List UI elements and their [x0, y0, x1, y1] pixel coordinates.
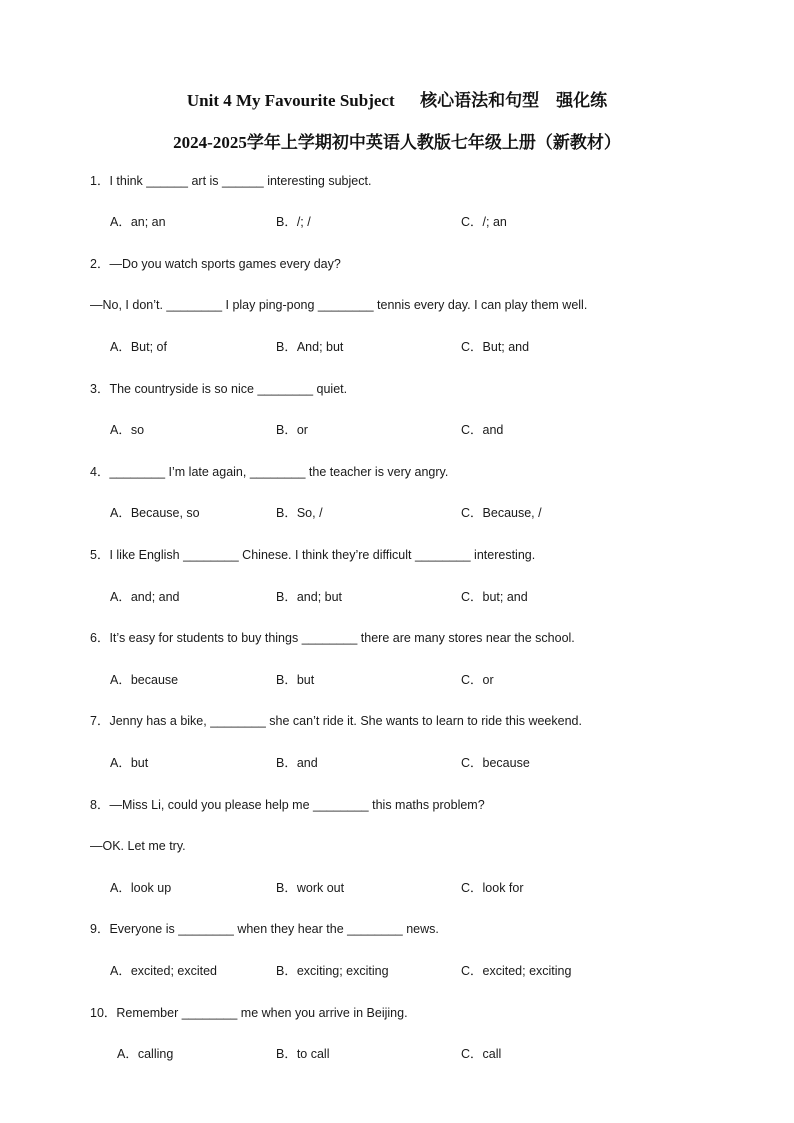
question-8-option-b: B．work out	[276, 881, 345, 895]
question-9-option-c: C．excited; exciting	[461, 964, 572, 978]
question-8-option-c: C．look for	[461, 881, 524, 895]
question-9-option-b: B．exciting; exciting	[276, 964, 389, 978]
question-10-option-c: C．call	[461, 1047, 502, 1061]
question-4-option-b: B．So, /	[276, 506, 323, 520]
question-1-option-b: B．/; /	[276, 215, 311, 229]
question-4-option-a: A．Because, so	[110, 506, 200, 520]
question-2-option-b: B．And; but	[276, 340, 344, 354]
question-6-option-a: A．because	[110, 673, 179, 687]
question-3-option-b: B．or	[276, 423, 308, 437]
question-1-option-c: C．/; an	[461, 215, 507, 229]
question-3-stem: 3．The countryside is so nice ________ quiet.	[90, 382, 348, 396]
question-4-option-c: C．Because, /	[461, 506, 542, 520]
question-3-option-a: A．so	[110, 423, 145, 437]
question-4-stem: 4．________ I’m late again, ________ the teacher is very angry.	[90, 465, 449, 479]
question-2-stem-line2: —No, I don’t. ________ I play ping-pong ________ tennis every day. I can play them well.	[90, 298, 588, 312]
worksheet-subtitle: 2024-2025学年上学期初中英语人教版七年级上册（新教材）	[173, 133, 621, 152]
question-10-option-a: A．calling	[117, 1047, 174, 1061]
question-7-option-b: B．and	[276, 756, 318, 770]
question-5-stem: 5．I like English ________ Chinese. I think they’re difficult ________ interesting.	[90, 548, 536, 562]
question-3-option-c: C．and	[461, 423, 504, 437]
question-9-option-a: A．excited; excited	[110, 964, 217, 978]
question-5-option-a: A．and; and	[110, 590, 180, 604]
question-9-stem: 9．Everyone is ________ when they hear the ________ news.	[90, 922, 439, 936]
question-8-stem: 8．—Miss Li, could you please help me ________ this maths problem?	[90, 798, 485, 812]
question-7-option-c: C．because	[461, 756, 530, 770]
question-7-stem: 7．Jenny has a bike, ________ she can’t ride it. She wants to learn to ride this weekend.	[90, 714, 582, 728]
question-1-option-a: A．an; an	[110, 215, 166, 229]
question-6-option-b: B．but	[276, 673, 315, 687]
question-10-stem: 10．Remember ________ me when you arrive in Beijing.	[90, 1006, 408, 1020]
worksheet-title: Unit 4 My Favourite Subject 核心语法和句型 强化练	[186, 91, 608, 110]
question-10-option-b: B．to call	[276, 1047, 330, 1061]
question-5-option-b: B．and; but	[276, 590, 343, 604]
question-8-option-a: A．look up	[110, 881, 172, 895]
question-8-stem-line2: —OK. Let me try.	[90, 839, 186, 853]
question-1-stem: 1．I think ______ art is ______ interesting subject.	[90, 174, 372, 188]
question-2-stem: 2．—Do you watch sports games every day?	[90, 257, 341, 271]
question-6-stem: 6．It’s easy for students to buy things ________ there are many stores near the school.	[90, 631, 575, 645]
question-5-option-c: C．but; and	[461, 590, 528, 604]
question-2-option-c: C．But; and	[461, 340, 530, 354]
question-6-option-c: C．or	[461, 673, 494, 687]
question-2-option-a: A．But; of	[110, 340, 167, 354]
question-7-option-a: A．but	[110, 756, 149, 770]
